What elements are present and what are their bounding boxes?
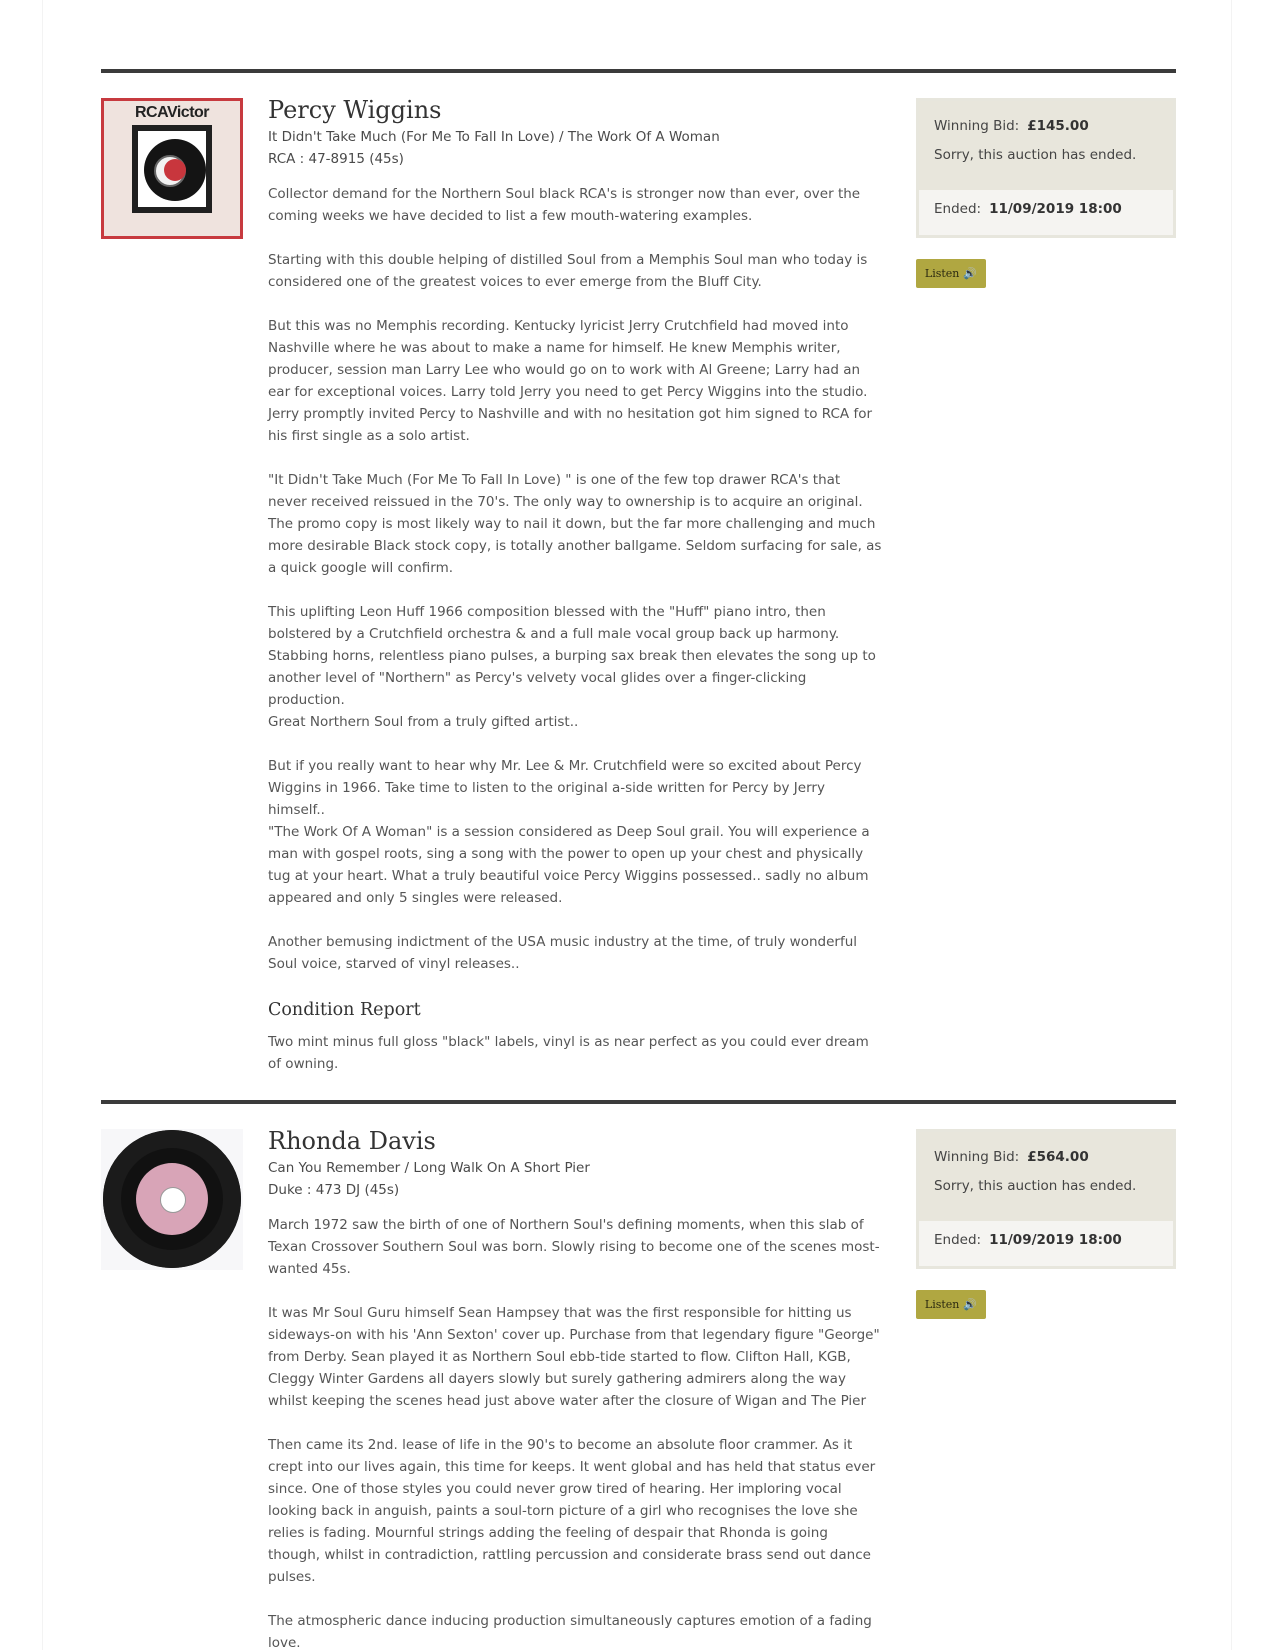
auction-page	[42, 0, 1232, 1650]
bid-panel	[916, 98, 1176, 238]
winning-bid-label: Winning Bid:	[934, 1149, 1020, 1165]
winning-bid-label: Winning Bid:	[934, 118, 1020, 134]
description-paragraph: Another bemusing indictment of the USA music industry at the time, of truly wonderful Soul voice, starved of vinyl releases..	[268, 934, 858, 972]
auction-end-time	[919, 190, 1173, 235]
record-label	[164, 159, 186, 181]
label-brand-text: RCAVictor	[134, 104, 210, 121]
condition-report-heading: Condition Report	[268, 1000, 421, 1020]
condition-report-text: Two mint minus full gloss "black" labels, vinyl is as near perfect as you could ever dream of owning.	[268, 1034, 869, 1072]
record-label	[136, 1163, 208, 1235]
auction-end-time	[919, 1221, 1173, 1266]
description-paragraph: This uplifting Leon Huff 1966 composition blessed with the "Huff" piano intro, then bolstered by a Crutchfield orchestra & and a full male vocal group back up harmony. Stabbing horns, relentless piano pulses, a burping sax break then elevates the song up to another level of "Northern" as Percy's velvety vocal glides over a finger-clicking production. Great Northern Soul from a truly gifted artist..	[268, 604, 876, 730]
listing-content	[268, 94, 883, 1075]
bid-panel	[916, 1129, 1176, 1269]
artist-name: Percy Wiggins	[268, 96, 442, 124]
winning-bid-amount: £145.00	[1027, 118, 1089, 134]
auction-ended-message: Sorry, this auction has ended.	[934, 1178, 1137, 1194]
description-paragraph: But if you really want to hear why Mr. Lee & Mr. Crutchfield were so excited about Percy Wiggins in 1966. Take time to listen to the original a-side written for Percy by Jerry himself.. "The Work Of A Woman" is a session considered as Deep Soul grail. You will experience a man with gospel roots, sing a song with the power to open up your chest and physically tug at your heart. What a truly beautiful voice Percy Wiggins possessed.. sadly no album appeared and only 5 singles were released.	[268, 758, 870, 906]
vinyl-record-graphic	[103, 1130, 241, 1268]
record-titles: It Didn't Take Much (For Me To Fall In Love) / The Work Of A Woman	[268, 129, 720, 145]
description-paragraph: The atmospheric dance inducing production simultaneously captures emotion of a fading love.	[268, 1613, 872, 1650]
description-paragraph: It was Mr Soul Guru himself Sean Hampsey that was the first responsible for hitting us sideways-on with his 'Ann Sexton' cover up. Purchase from that legendary figure "George" from Derby. Sean played it as Northern Soul ebb-tide started to flow. Clifton Hall, KGB, Cleggy Winter Gardens all dayers slowly but surely gathering admirers along the way whilst keeping the scenes head just above water after the closure of Wigan and The Pier	[268, 1305, 880, 1409]
listen-label: Listen	[924, 1298, 960, 1311]
record-titles: Can You Remember / Long Walk On A Short Pier	[268, 1160, 590, 1176]
record-hole	[160, 1187, 186, 1213]
description-paragraph: March 1972 saw the birth of one of Northern Soul's defining moments, when this slab of Texan Crossover Southern Soul was born. Slowly rising to become one of the scenes most-wanted 45s.	[268, 1217, 880, 1277]
description	[268, 1214, 883, 1650]
description	[268, 183, 883, 975]
vinyl-record-graphic	[144, 139, 206, 201]
description-paragraph: Collector demand for the Northern Soul black RCA's is stronger now than ever, over the coming weeks we have decided to list a few mouth-watering examples.	[268, 186, 861, 224]
record-catalog: RCA : 47-8915 (45s)	[268, 151, 404, 167]
auction-ended-message: Sorry, this auction has ended.	[934, 147, 1137, 163]
speaker-icon: 🔊	[963, 1298, 978, 1311]
description-paragraph: Starting with this double helping of distilled Soul from a Memphis Soul man who today is considered one of the greatest voices to ever emerge from the Bluff City.	[268, 252, 868, 290]
description-paragraph: Then came its 2nd. lease of life in the 90's to become an absolute floor crammer. As it crept into our lives again, this time for keeps. It went global and has held that status ever since. One of those styles you could never grow tired of hearing. Her imploring vocal looking back in anguish, paints a soul-torn picture of a girl who recognises the love she relies is fading. Mournful strings adding the feeling of despair that Rhonda is going though, whilst in contradiction, rattling percussion and considerate brass send out dance pulses.	[268, 1437, 876, 1585]
record-catalog: Duke : 473 DJ (45s)	[268, 1182, 400, 1198]
listen-button[interactable]	[916, 1290, 986, 1319]
listen-button[interactable]	[916, 259, 986, 288]
ended-date: 11/09/2019 18:00	[989, 1232, 1122, 1248]
winning-bid	[934, 115, 1173, 137]
winning-bid	[934, 1146, 1173, 1168]
ended-label: Ended:	[934, 201, 982, 217]
section-divider	[101, 69, 1176, 73]
bid-summary	[919, 101, 1173, 190]
ended-date: 11/09/2019 18:00	[989, 201, 1122, 217]
record-thumbnail[interactable]	[101, 1129, 243, 1270]
listing-content	[268, 1125, 883, 1650]
record-thumbnail[interactable]	[101, 98, 243, 239]
bid-summary	[919, 1132, 1173, 1221]
listen-label: Listen	[924, 267, 960, 280]
section-divider	[101, 1100, 1176, 1104]
ended-label: Ended:	[934, 1232, 982, 1248]
winning-bid-amount: £564.00	[1027, 1149, 1089, 1165]
speaker-icon: 🔊	[963, 267, 978, 280]
artist-name: Rhonda Davis	[268, 1127, 436, 1155]
description-paragraph: "It Didn't Take Much (For Me To Fall In Love) " is one of the few top drawer RCA's that never received reissued in the 70's. The only way to ownership is to acquire an original. The promo copy is most likely way to nail it down, but the far more challenging and much more desirable Black stock copy, is totally another ballgame. Seldom surfacing for sale, as a quick google will confirm.	[268, 472, 882, 576]
description-paragraph: But this was no Memphis recording. Kentucky lyricist Jerry Crutchfield had moved into Nashville where he was about to make a name for himself. He knew Memphis writer, producer, session man Larry Lee who would go on to work with Al Greene; Larry had an ear for exceptional voices. Larry told Jerry you need to get Percy Wiggins into the studio. Jerry promptly invited Percy to Nashville and with no hesitation got him signed to RCA for his first single as a solo artist.	[268, 318, 873, 444]
